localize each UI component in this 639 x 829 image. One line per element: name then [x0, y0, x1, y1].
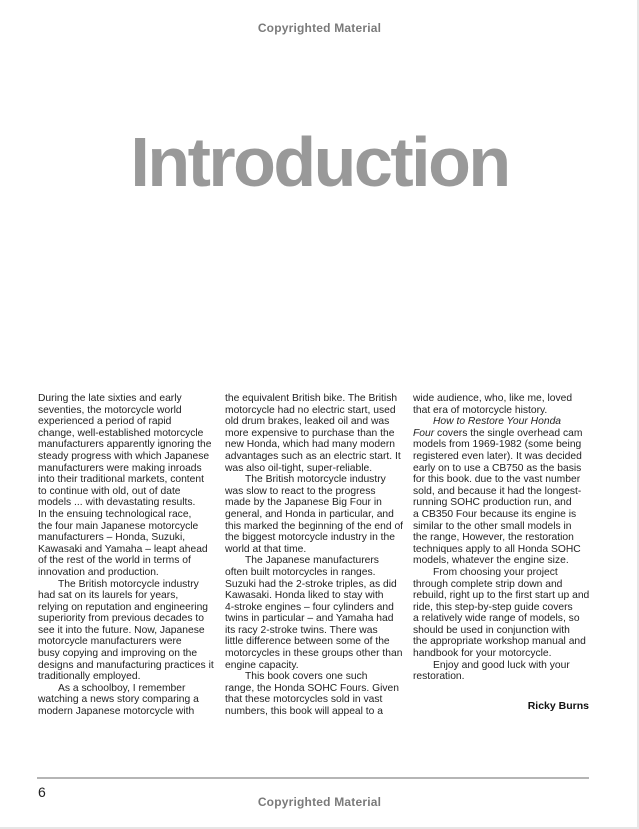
text-line: wide audience, who, like me, loved: [413, 393, 573, 404]
text-line: similar to the other small models in: [413, 520, 572, 532]
text-line: [413, 428, 593, 440]
text-line: into their traditional markets, content: [38, 474, 204, 486]
text-line: should be used in conjunction with: [413, 624, 570, 636]
text-line: advantages such as an electric start. It: [225, 450, 401, 462]
text-line: The Japanese manufacturers: [245, 555, 379, 567]
footer-copyright: Copyrighted Material: [257, 795, 382, 809]
text-line: models ... with devastating results.: [38, 497, 196, 509]
text-line: motorcycles in these groups other than: [225, 648, 403, 660]
text-line: was slow to react to the progress: [225, 485, 376, 497]
text-line: modern Japanese motorcycle with: [38, 706, 195, 718]
text-line: rebuild, right up to the first start up and: [413, 590, 590, 602]
text-line: the range, However, the restoration: [413, 532, 574, 544]
text-line: numbers, this book will appeal to a: [225, 706, 383, 718]
text-line: world at that time.: [225, 543, 307, 555]
text-line-rest: covers the single overhead cam: [434, 427, 583, 439]
text-line: watching a news story comparing a: [38, 694, 199, 706]
text-line: running SOHC production run, and: [413, 497, 572, 509]
text-line: traditionally employed.: [38, 671, 141, 683]
text-line: that era of motorcycle history.: [413, 404, 548, 416]
text-line: In the ensuing technological race,: [38, 508, 192, 520]
text-line: new Honda, which had many modern: [225, 439, 395, 451]
text-line: This book covers one such: [245, 671, 368, 683]
text-line: Suzuki had the 2-stroke triples, as did: [225, 578, 397, 590]
text-line: manufacturers – Honda, Suzuki,: [38, 532, 186, 544]
author-signature: Ricky Burns: [527, 700, 589, 712]
text-line: little difference between some of the: [225, 636, 390, 648]
text-line: its racy 2-stroke twins. There was: [225, 624, 378, 636]
text-line: change, well-established motorcycle: [38, 427, 204, 439]
text-line: sold, and because it had the longest-: [413, 485, 582, 497]
text-line: old drum brakes, leaked oil and was: [225, 416, 390, 428]
text-line: ride, this step-by-step guide covers: [413, 601, 573, 613]
text-line: experienced a period of rapid: [38, 416, 172, 428]
text-line: registered even later). It was decided: [413, 450, 582, 462]
text-line: manufacturers were making inroads: [38, 462, 202, 474]
text-column-1: [38, 393, 212, 718]
text-column-3: [413, 393, 593, 683]
text-line: early on to use a CB750 as the basis: [413, 462, 582, 474]
text-line: a CB350 Four because its engine is: [413, 508, 577, 520]
text-line: general, and Honda in particular, and: [225, 508, 394, 520]
text-line: 4-stroke engines – four cylinders and: [225, 601, 394, 613]
text-line: designs and manufacturing practices it: [38, 659, 214, 671]
text-line: superiority from previous decades to: [38, 613, 204, 625]
header-copyright: Copyrighted Material: [257, 21, 382, 35]
text-column-2: [225, 393, 404, 718]
text-line: Kawasaki. Honda liked to stay with: [225, 590, 384, 602]
text-line: see it into the future. Now, Japanese: [38, 624, 205, 636]
text-line: this marked the beginning of the end of: [225, 520, 404, 532]
text-line: From choosing your project: [433, 566, 558, 578]
text-line: motorcycle had no electric start, used: [225, 404, 396, 416]
text-line: that these motorcycles sold in vast: [225, 694, 383, 706]
text-line: Kawasaki and Yamaha – leapt ahead: [38, 543, 208, 555]
text-line: motorcycle manufacturers were: [38, 636, 182, 648]
text-line: steady progress with which Japanese: [38, 450, 210, 462]
text-line: range, the Honda SOHC Fours. Given: [225, 682, 399, 694]
text-line: was also oil-tight, super-reliable.: [225, 462, 373, 474]
text-line: through complete strip down and: [413, 578, 563, 590]
footer-rule: [37, 777, 589, 779]
text-line: had sat on its laurels for years,: [38, 590, 179, 602]
text-line: of the rest of the world in terms of: [38, 555, 191, 567]
page-number: 6: [38, 784, 46, 800]
text-line: During the late sixties and early: [38, 393, 182, 404]
text-line: The British motorcycle industry: [245, 474, 386, 486]
text-line: the four main Japanese motorcycle: [38, 520, 199, 532]
text-line: models from 1969-1982 (some being: [413, 439, 582, 451]
text-line: engine capacity.: [225, 659, 299, 671]
text-line: more expensive to purchase than the: [225, 427, 395, 439]
text-line: the biggest motorcycle industry in the: [225, 532, 395, 544]
text-line: As a schoolboy, I remember: [58, 682, 186, 694]
text-line: [413, 416, 593, 428]
text-line: to continue with old, out of date: [38, 485, 181, 497]
text-line: a relatively wide range of models, so: [413, 613, 580, 625]
text-line: the equivalent British bike. The British: [225, 393, 398, 404]
text-line: manufacturers apparently ignoring the: [38, 439, 212, 451]
text-line: made by the Japanese Big Four in: [225, 497, 382, 509]
text-line: twins in particular – and Yamaha had: [225, 613, 394, 625]
italic-title-text: Four: [413, 427, 435, 439]
text-line: innovation and production.: [38, 566, 159, 578]
text-line: The British motorcycle industry: [58, 578, 199, 590]
text-line: models, whatever the engine size.: [413, 555, 569, 567]
italic-title-text: How to Restore Your Honda: [433, 416, 562, 428]
text-line: busy copying and improving on the: [38, 648, 198, 660]
text-line: restoration.: [413, 671, 465, 683]
text-line: for this book. due to the vast number: [413, 474, 581, 486]
chapter-title: Introduction: [130, 123, 509, 201]
text-line: seventies, the motorcycle world: [38, 404, 182, 416]
text-line: handbook for your motorcycle.: [413, 648, 552, 660]
text-line: the appropriate workshop manual and: [413, 636, 586, 648]
text-line: often built motorcycles in ranges.: [225, 566, 376, 578]
text-line: relying on reputation and engineering: [38, 601, 209, 613]
text-line: techniques apply to all Honda SOHC: [413, 543, 581, 555]
text-line: Enjoy and good luck with your: [433, 659, 570, 671]
